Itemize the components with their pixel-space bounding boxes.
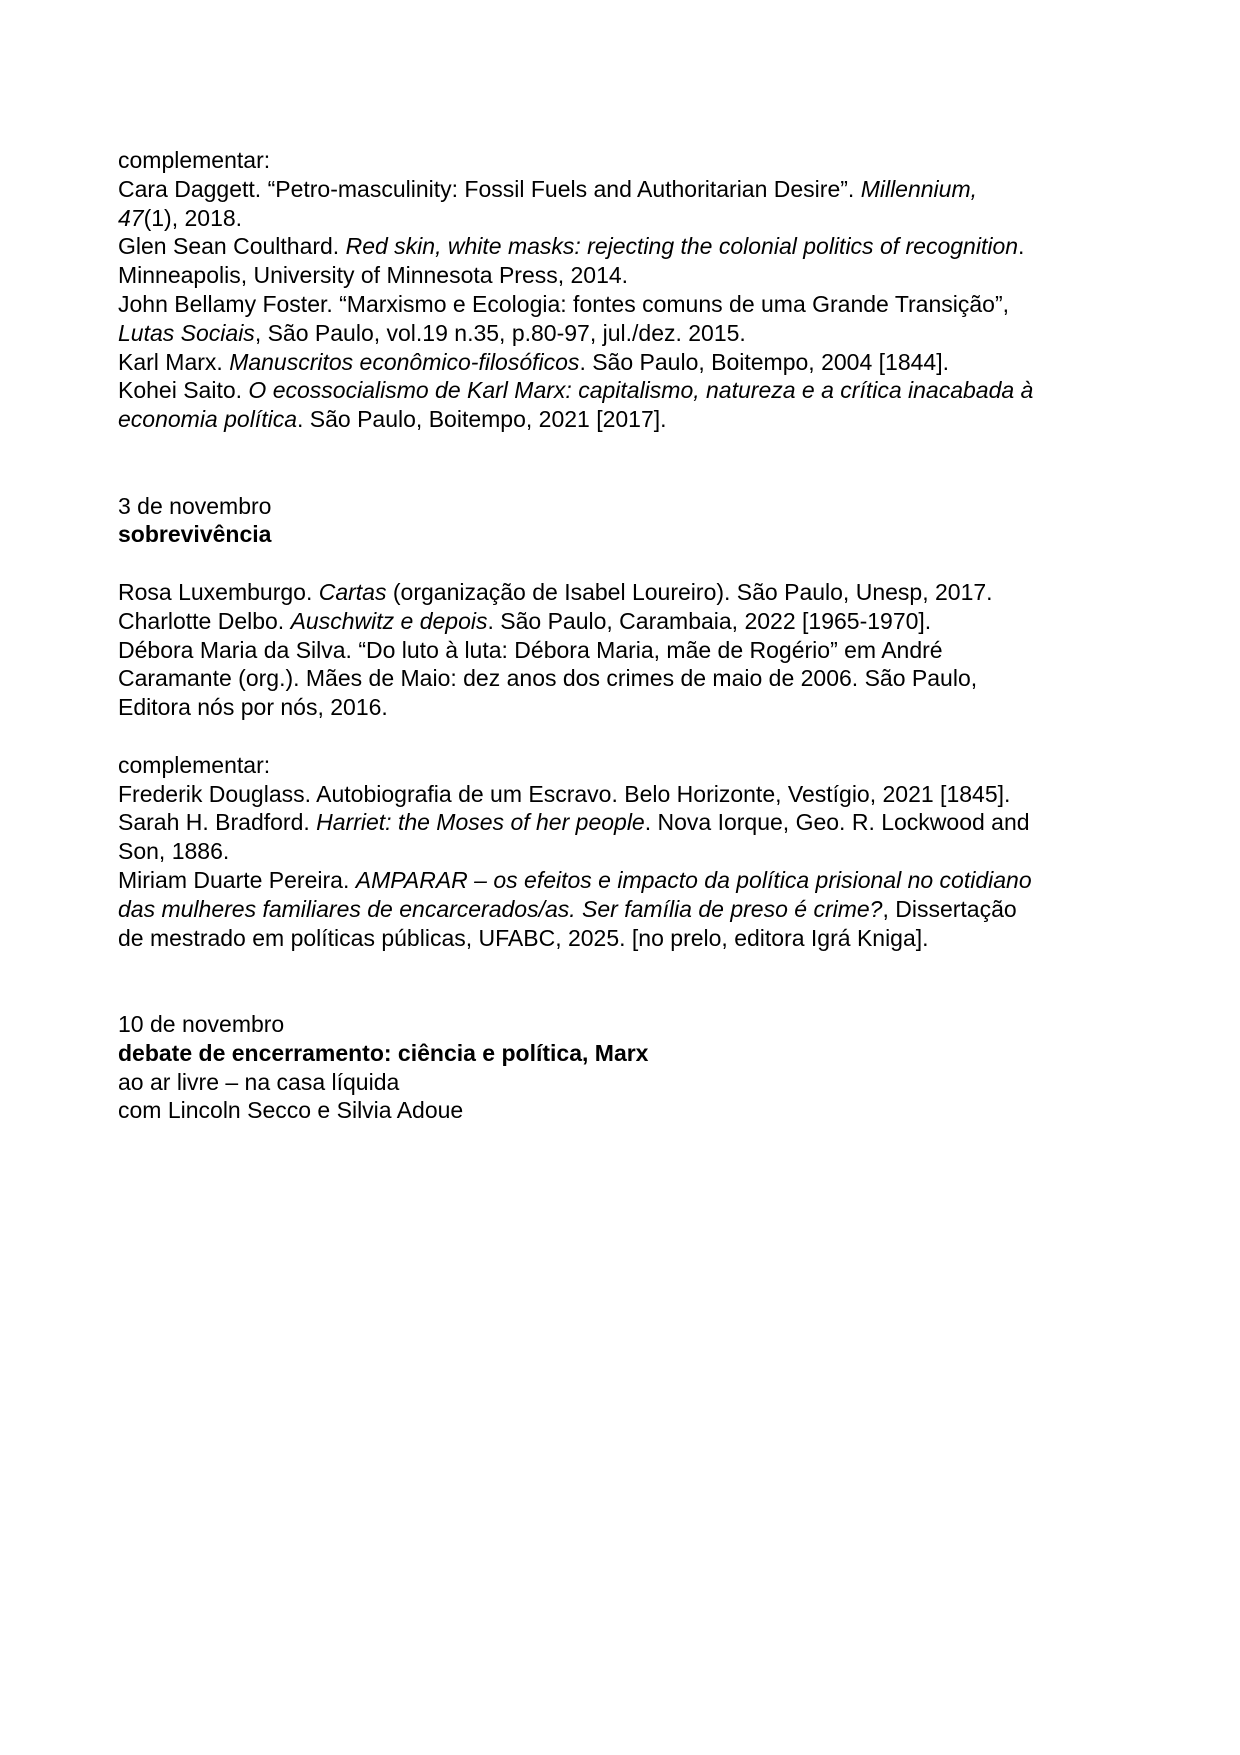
reference-saito: Kohei Saito. O ecossocialismo de Karl Marx: capitalismo, natureza e a crítica inacabada à (118, 377, 1034, 404)
reference-marx: Karl Marx. Manuscritos econômico-filosóficos. São Paulo, Boitempo, 2004 [1844]. (118, 348, 949, 375)
reference-douglass: Frederik Douglass. Autobiografia de um Escravo. Belo Horizonte, Vestígio, 2021 [1845]. (118, 780, 1011, 807)
reference-pereira-cont: de mestrado em políticas públicas, UFABC, 2025. [no prelo, editora Igrá Kniga]. (118, 924, 929, 951)
complementar-label: complementar: (118, 751, 271, 778)
reference-delbo: Charlotte Delbo. Auschwitz e depois. São Paulo, Carambaia, 2022 [1965-1970]. (118, 607, 932, 634)
session-date: 3 de novembro (118, 492, 272, 519)
session-location: ao ar livre – na casa líquida (118, 1068, 400, 1095)
reference-coulthard-cont: Minneapolis, University of Minnesota Press, 2014. (118, 262, 629, 289)
reference-bradford-cont: Son, 1886. (118, 838, 230, 865)
reference-bradford: Sarah H. Bradford. Harriet: the Moses of her people. Nova Iorque, Geo. R. Lockwood and (118, 809, 1030, 836)
reference-saito-cont: economia política. São Paulo, Boitempo, 2021 [2017]. (118, 406, 667, 433)
reference-foster: John Bellamy Foster. “Marxismo e Ecologia: fontes comuns de uma Grande Transição”, (118, 290, 1010, 317)
reference-foster-cont: Lutas Sociais, São Paulo, vol.19 n.35, p.80-97, jul./dez. 2015. (118, 319, 746, 346)
reference-daggett-cont: 47(1), 2018. (118, 204, 243, 231)
reference-silva: Débora Maria da Silva. “Do luto à luta: Débora Maria, mãe de Rogério” em André (118, 636, 943, 663)
reference-silva-cont: Caramante (org.). Mães de Maio: dez anos dos crimes de maio de 2006. São Paulo, (118, 665, 978, 692)
complementar-label: complementar: (118, 147, 271, 173)
reference-luxemburgo: Rosa Luxemburgo. Cartas (organização de Isabel Loureiro). São Paulo, Unesp, 2017. (118, 578, 993, 605)
reference-pereira-cont: das mulheres familiares de encarcerados/as. Ser família de preso é crime?, Dissertação (118, 895, 1017, 922)
session-date: 10 de novembro (118, 1010, 285, 1037)
reference-silva-cont: Editora nós por nós, 2016. (118, 694, 388, 721)
session-guests: com Lincoln Secco e Silvia Adoue (118, 1097, 464, 1124)
session-title: sobrevivência (118, 521, 272, 548)
reference-pereira: Miriam Duarte Pereira. AMPARAR – os efeitos e impacto da política prisional no cotidiano (118, 866, 1032, 893)
document-page (118, 146, 1138, 1125)
session-title: debate de encerramento: ciência e política, Marx (118, 1039, 649, 1066)
reference-daggett: Cara Daggett. “Petro-masculinity: Fossil Fuels and Authoritarian Desire”. Millennium, (118, 175, 978, 202)
reference-coulthard: Glen Sean Coulthard. Red skin, white masks: rejecting the colonial politics of recognition. (118, 233, 1025, 260)
